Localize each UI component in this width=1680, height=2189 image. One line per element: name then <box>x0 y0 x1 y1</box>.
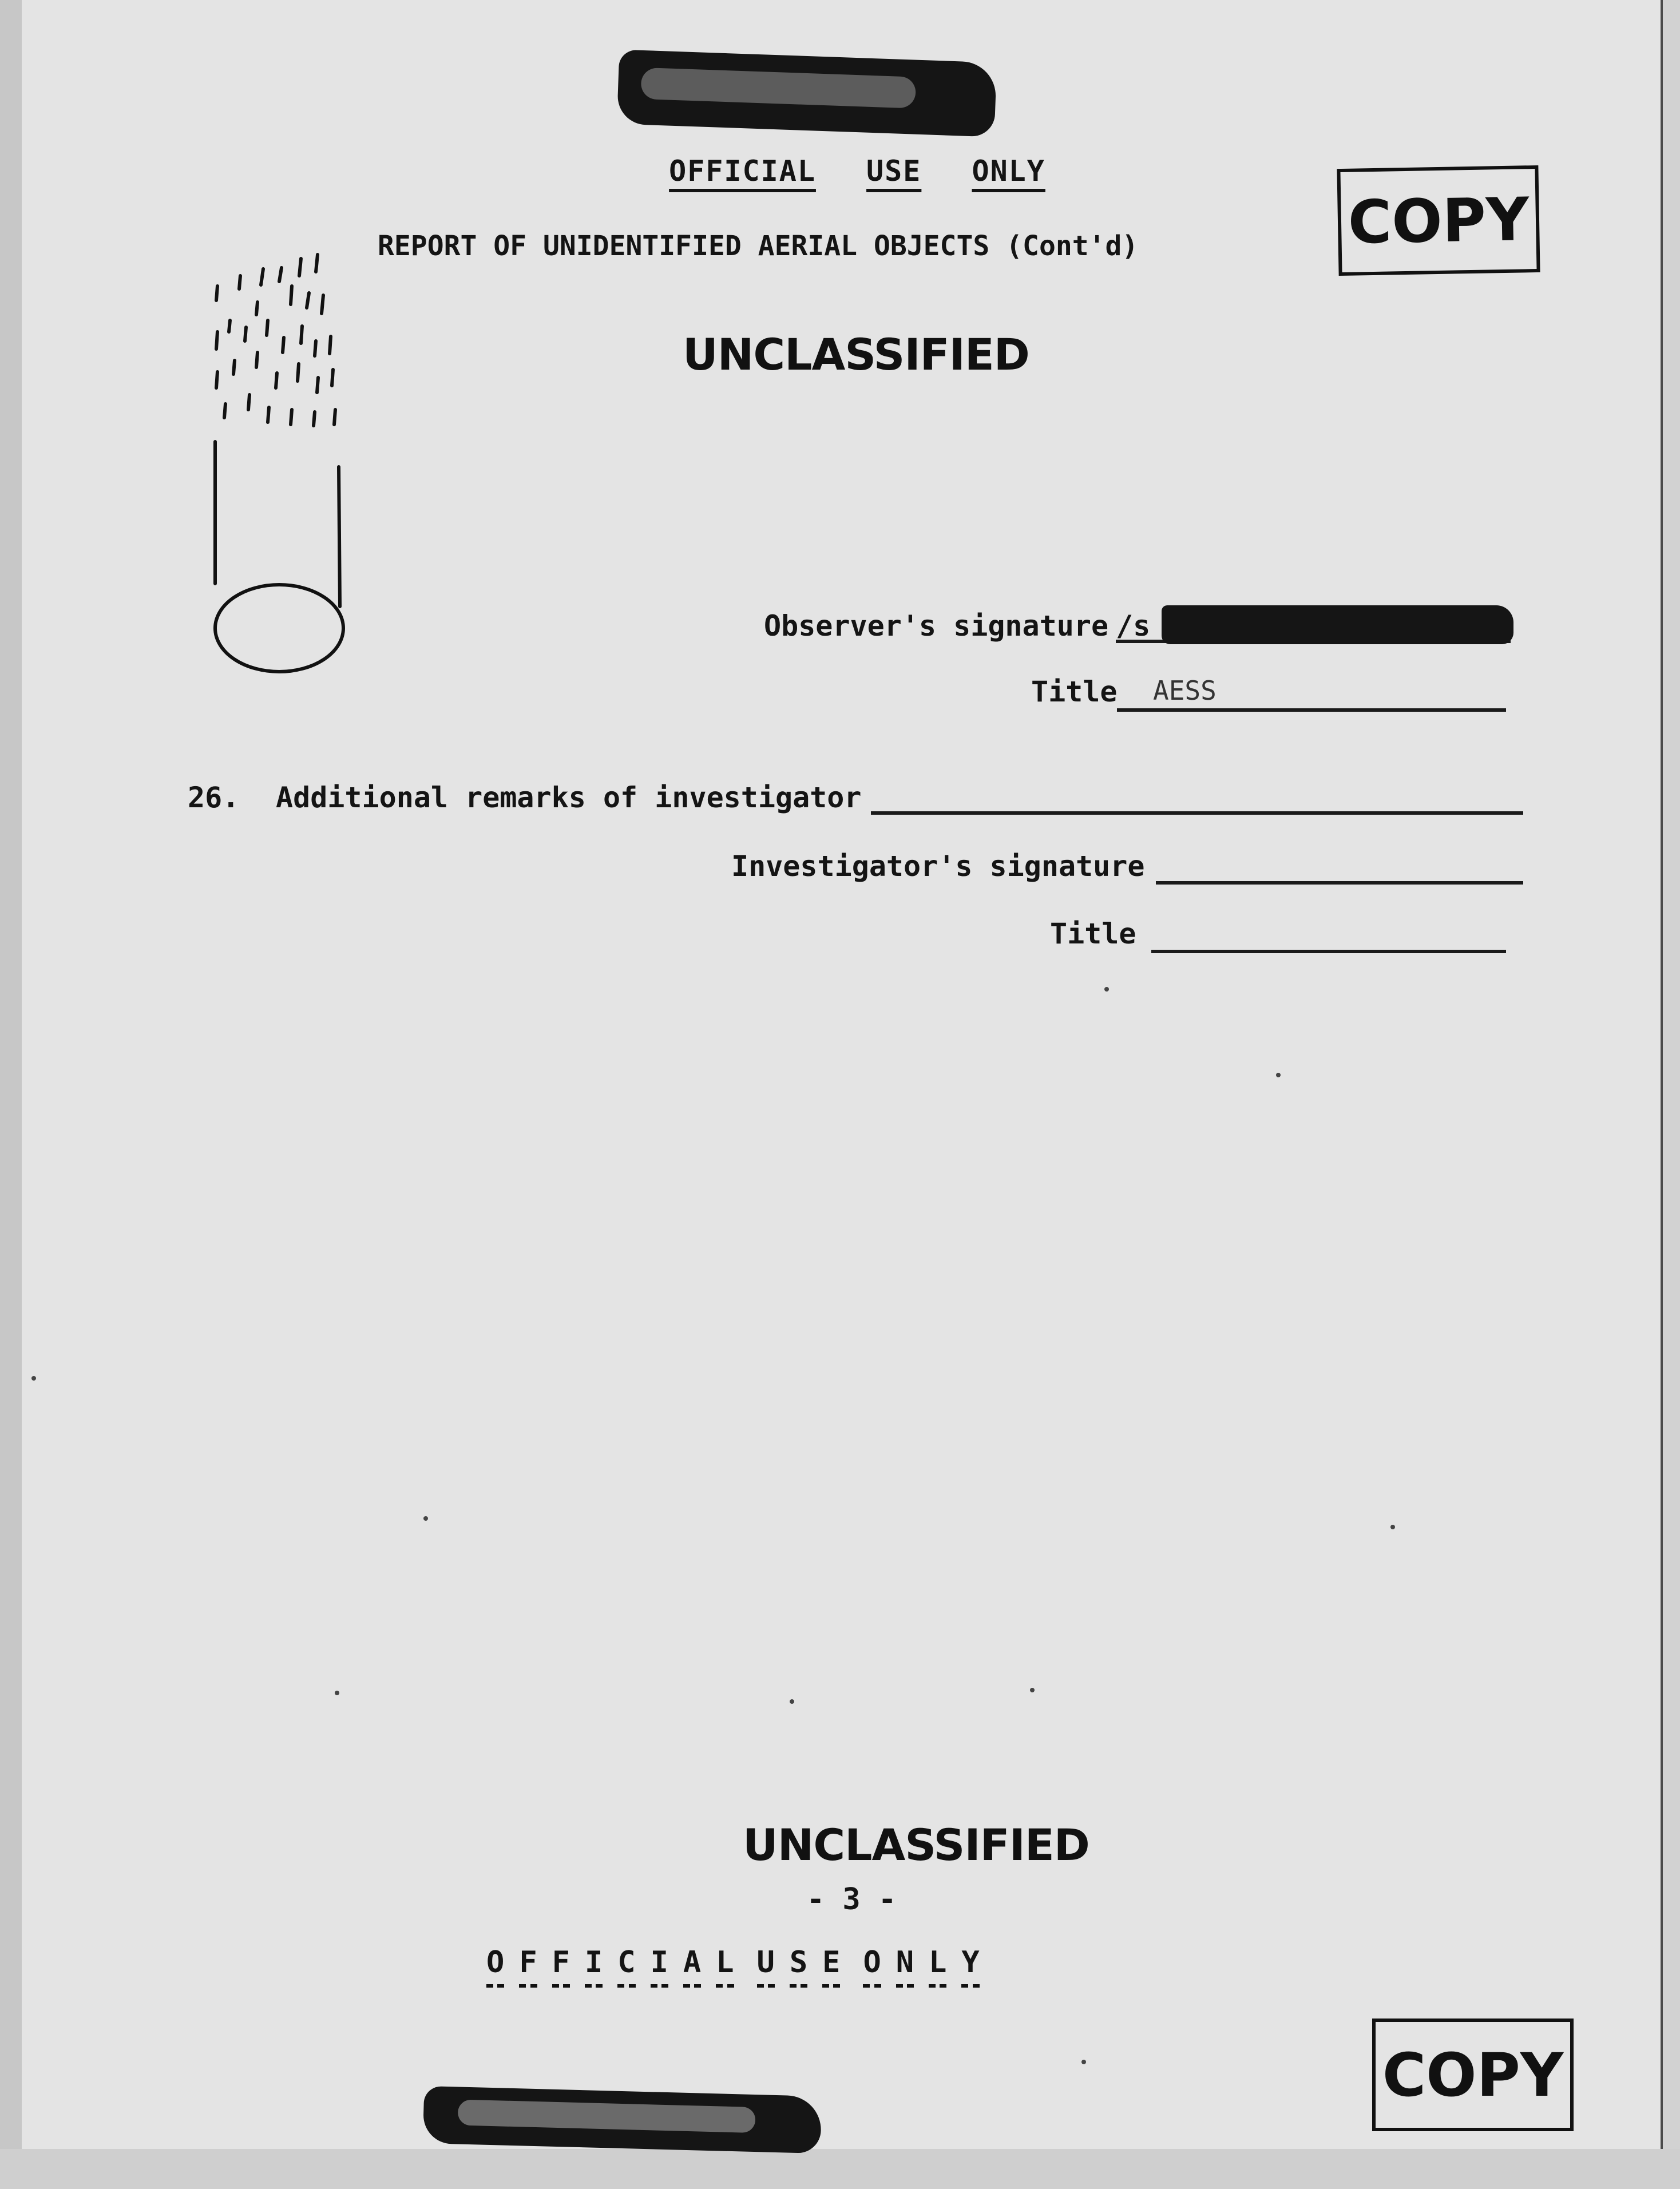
footer-letter: N <box>896 1945 914 1988</box>
scan-right-edge <box>1661 0 1680 2189</box>
additional-remarks-line <box>871 811 1523 815</box>
report-title: REPORT OF UNIDENTIFIED AERIAL OBJECTS (Cont'd) <box>378 230 1139 262</box>
official-use-only-footer <box>486 1945 980 1988</box>
footer-letter: F <box>552 1945 570 1988</box>
footer-letter: O <box>486 1945 504 1988</box>
additional-remarks-label: Additional remarks of investigator <box>276 781 862 814</box>
footer-letter: Y <box>961 1945 979 1988</box>
header-word-use: USE <box>866 154 922 188</box>
footer-letter: U <box>757 1945 775 1988</box>
scan-speck <box>1081 2060 1086 2064</box>
header-word-official: OFFICIAL <box>669 154 816 188</box>
observer-signature-label: Observer's signature <box>764 609 1109 643</box>
redaction-bottom <box>423 2086 822 2154</box>
unclassified-stamp-top: UNCLASSIFIED <box>683 329 1029 380</box>
observer-title-line <box>1117 708 1506 712</box>
footer-word-use <box>757 1945 841 1988</box>
footer-letter: I <box>585 1945 603 1988</box>
footer-letter: L <box>716 1945 734 1988</box>
copy-stamp-top: COPY <box>1337 165 1540 276</box>
scan-speck <box>1030 1688 1035 1692</box>
footer-letter: F <box>519 1945 537 1988</box>
footer-letter: I <box>651 1945 668 1988</box>
footer-letter: S <box>790 1945 807 1988</box>
footer-letter: C <box>617 1945 635 1988</box>
scan-left-edge <box>0 0 22 2189</box>
scan-speck <box>1276 1073 1281 1077</box>
observer-title-value: AESS <box>1153 675 1217 706</box>
unclassified-stamp-bottom: UNCLASSIFIED <box>743 1819 1089 1870</box>
footer-letter: O <box>863 1945 881 1988</box>
scan-speck <box>31 1376 36 1381</box>
redaction-top <box>617 50 997 137</box>
footer-letter: E <box>822 1945 840 1988</box>
observer-title-label: Title <box>1031 675 1118 708</box>
investigator-title-label: Title <box>1050 917 1136 950</box>
page-number: - 3 - <box>806 1882 897 1917</box>
copy-stamp-bottom: COPY <box>1372 2019 1574 2131</box>
scan-speck <box>335 1691 339 1695</box>
footer-word-only <box>863 1945 979 1988</box>
scan-speck <box>1104 987 1109 992</box>
object-sketch <box>200 240 360 687</box>
header-word-only: ONLY <box>972 154 1045 188</box>
observer-signature-value: /s <box>1116 609 1151 643</box>
scan-bottom-edge <box>0 2149 1680 2189</box>
footer-word-official <box>486 1945 734 1988</box>
redaction-observer-signature <box>1162 605 1513 644</box>
scan-speck <box>790 1699 794 1704</box>
scan-speck <box>1390 1525 1395 1529</box>
footer-letter: L <box>929 1945 946 1988</box>
scan-speck <box>423 1516 428 1521</box>
footer-letter: A <box>683 1945 701 1988</box>
investigator-signature-line <box>1156 881 1523 885</box>
investigator-signature-label: Investigator's signature <box>731 850 1145 883</box>
item-number: 26. <box>188 781 240 814</box>
investigator-title-line <box>1151 950 1506 953</box>
